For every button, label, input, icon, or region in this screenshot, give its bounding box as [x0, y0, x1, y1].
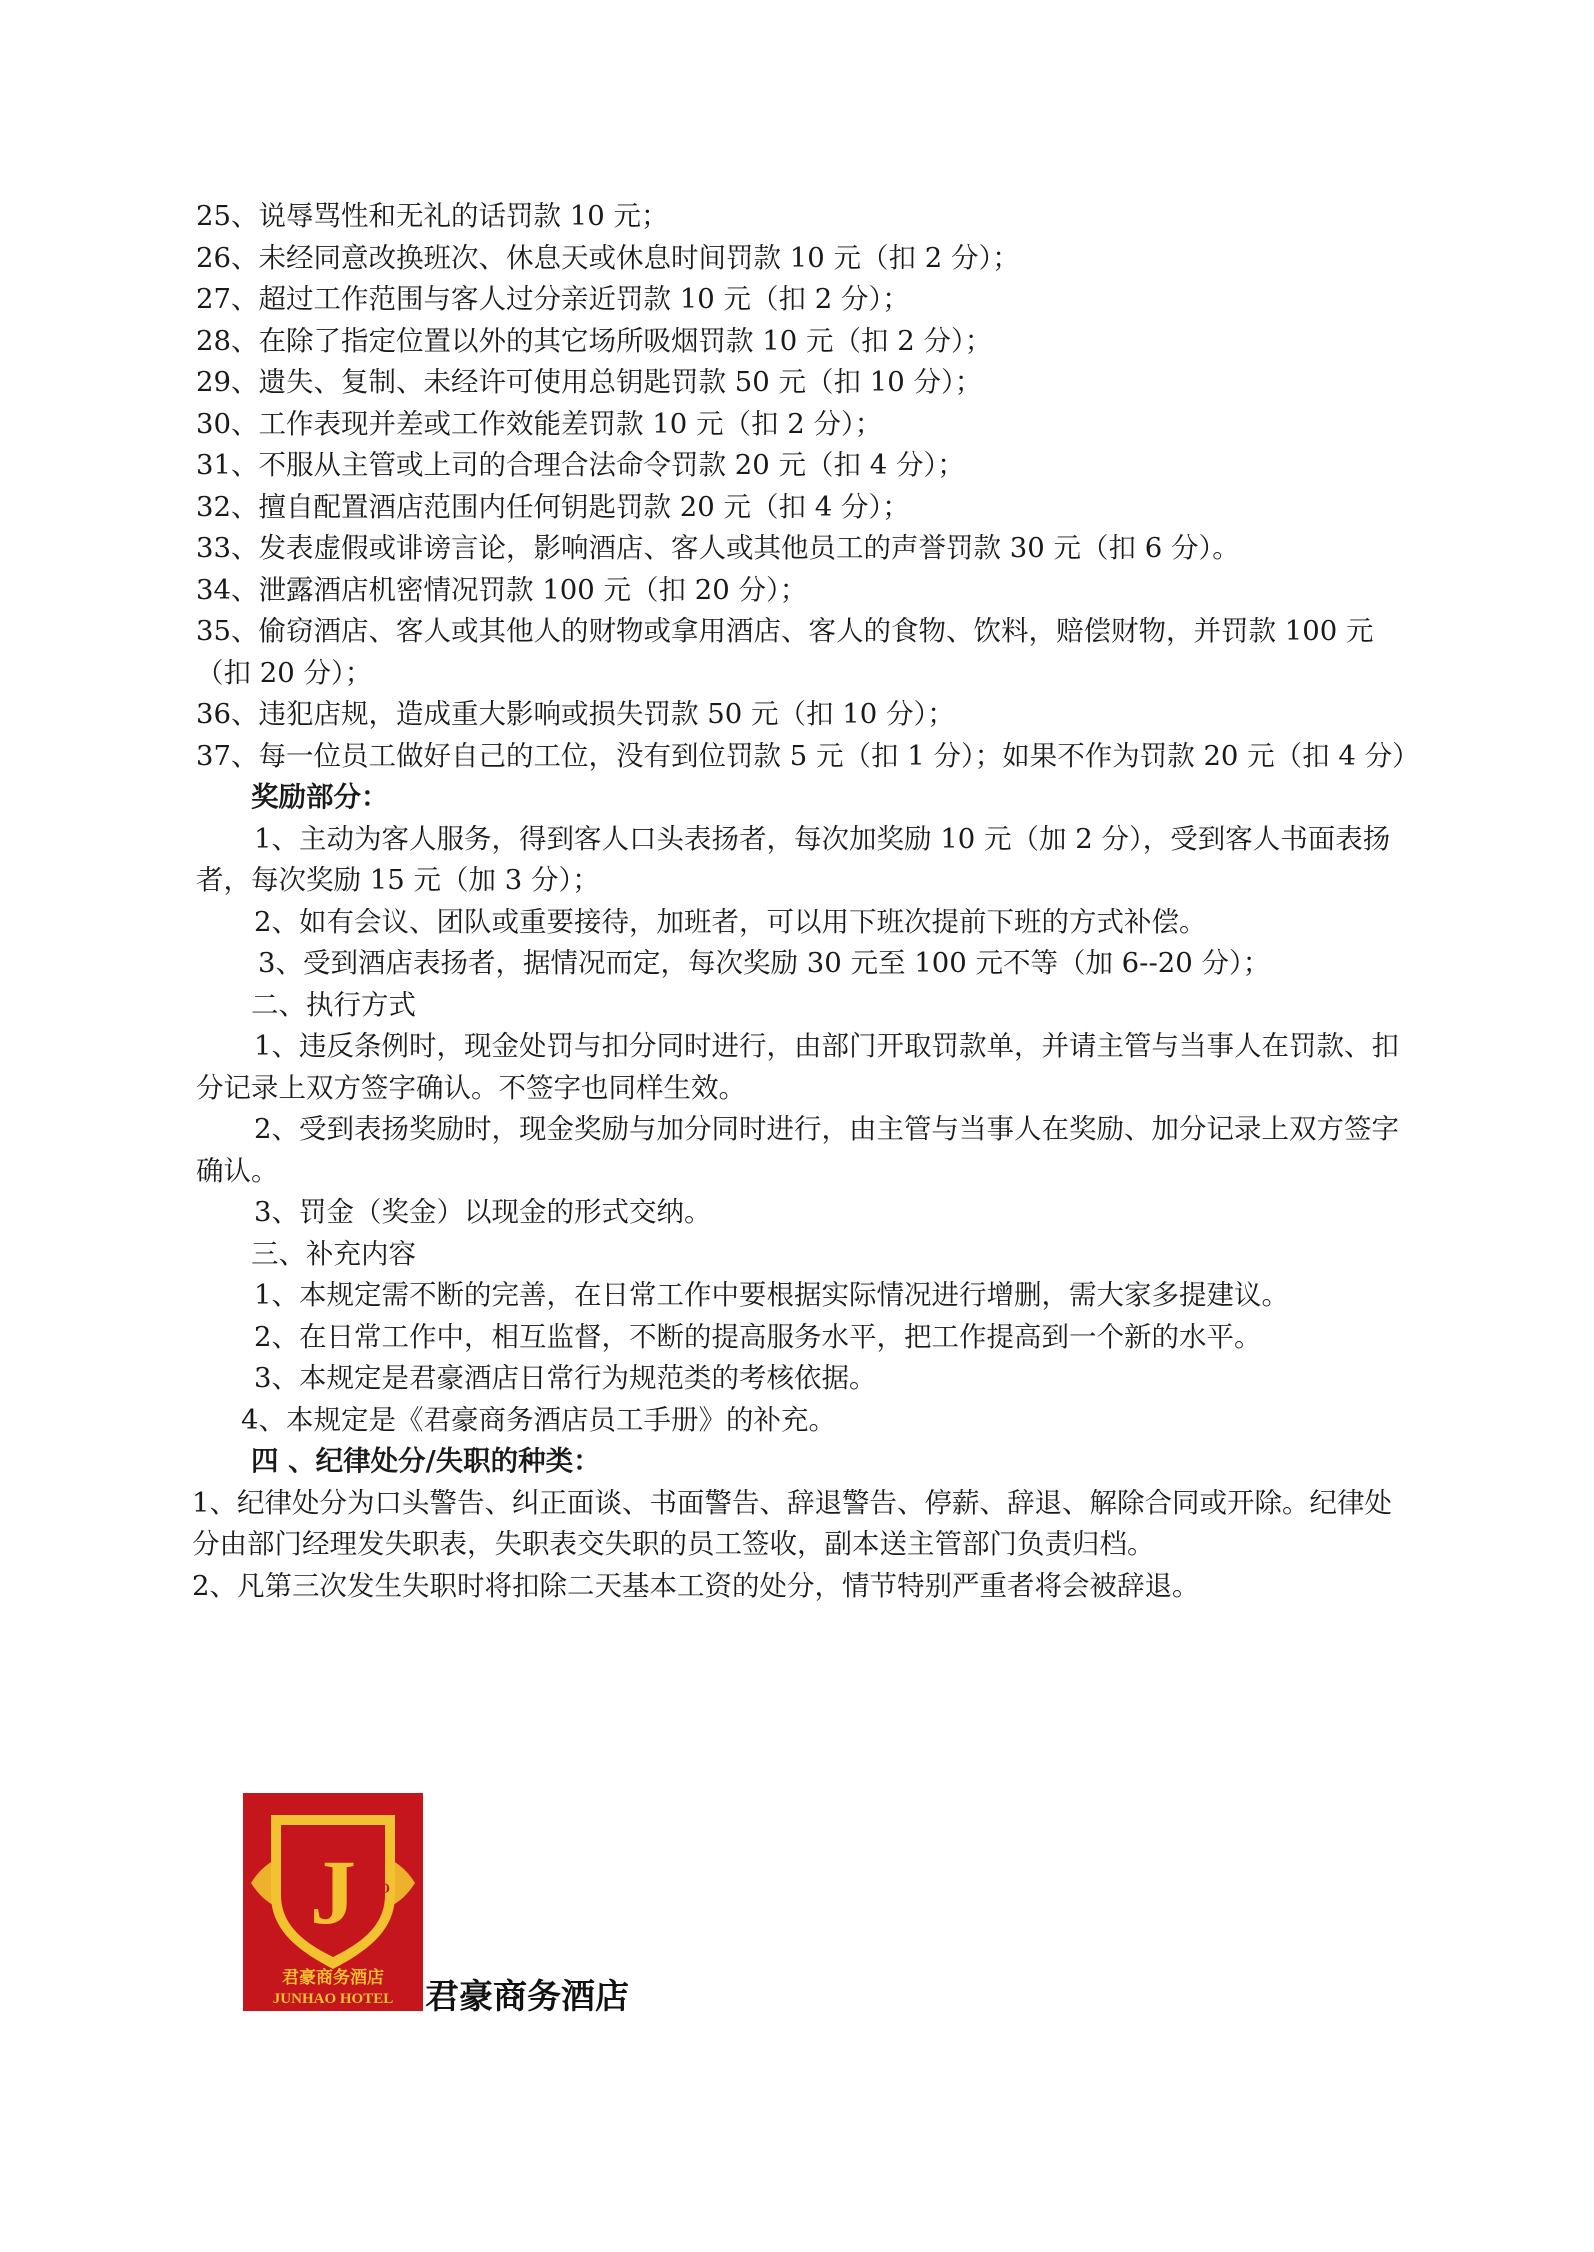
execution-heading: 二、执行方式 [251, 988, 416, 1021]
rule-25: 25、说辱骂性和无礼的话罚款 10 元； [196, 200, 669, 232]
rule-31: 31、不服从主管或上司的合理合法命令罚款 20 元（扣 4 分）； [196, 449, 965, 481]
rule-30: 30、工作表现并差或工作效能差罚款 10 元（扣 2 分）； [196, 407, 883, 440]
rule-28: 28、在除了指定位置以外的其它场所吸烟罚款 10 元（扣 2 分）； [196, 324, 993, 357]
discipline-item-2: 2、凡第三次发生失职时将扣除二天基本工资的处分，情节特别严重者将会被辞退。 [192, 1569, 1200, 1602]
execution-item-3: 3、罚金（奖金）以现金的形式交纳。 [254, 1196, 712, 1228]
execution-item-2: 2、受到表扬奖励时，现金奖励与加分同时进行，由主管与当事人在奖励、加分记录上双方签字确认。 [196, 1113, 1399, 1187]
reward-item-3: 3、受到酒店表扬者，据情况而定，每次奖励 30 元至 100 元不等（加 6--20 分）； [258, 947, 1271, 979]
supplement-item-3: 3、本规定是君豪酒店日常行为规范类的考核依据。 [254, 1362, 877, 1394]
execution-item-1: 1、违反条例时，现金处罚与扣分同时进行，由部门开取罚款单，并请主管与当事人在罚款、扣分记录上双方签字确认。不签字也同样生效。 [196, 1030, 1399, 1104]
supplement-heading: 三、补充内容 [251, 1237, 416, 1270]
rule-37: 37、每一位员工做好自己的工位，没有到位罚款 5 元（扣 1 分）；如果不作为罚款 20 元（扣 4 分） [196, 739, 1420, 772]
hotel-logo [243, 1793, 423, 2011]
svg-text:JUNHAO HOTEL: JUNHAO HOTEL [272, 1991, 394, 2007]
supplement-item-2: 2、在日常工作中，相互监督，不断的提高服务水平，把工作提高到一个新的水平。 [254, 1320, 1262, 1353]
reward-item-1: 1、主动为客人服务，得到客人口头表扬者，每次加奖励 10 元（加 2 分），受到客人书面表扬者，每次奖励 15 元（加 3 分）； [196, 822, 1391, 896]
supplement-item-1: 1、本规定需不断的完善，在日常工作中要根据实际情况进行增删，需大家多提建议。 [254, 1279, 1289, 1311]
rule-32: 32、擅自配置酒店范围内任何钥匙罚款 20 元（扣 4 分）； [196, 490, 910, 523]
shield-logo-icon [243, 1793, 423, 2011]
rule-36: 36、违犯店规，造成重大影响或损失罚款 50 元（扣 10 分）； [196, 698, 955, 730]
rewards-heading: 奖励部分： [251, 781, 389, 813]
hotel-name: 君豪商务酒店 [425, 1977, 629, 2017]
svg-text:JUN: JUN [280, 1881, 310, 1897]
svg-text:君豪商务酒店: 君豪商务酒店 [282, 1968, 384, 1988]
document-body [192, 196, 1420, 1607]
reward-item-2: 2、如有会议、团队或重要接待，加班者，可以用下班次提前下班的方式补偿。 [254, 905, 1207, 938]
svg-text:J: J [310, 1841, 356, 1943]
discipline-item-1: 1、纪律处分为口头警告、纠正面谈、书面警告、辞退警告、停薪、辞退、解除合同或开除。纪律处分由部门经理发失职表，失职表交失职的员工签收，副本送主管部门负责归档。 [192, 1486, 1392, 1560]
rule-33: 33、发表虚假或诽谤言论，影响酒店、客人或其他员工的声誉罚款 30 元（扣 6 分）。 [196, 532, 1240, 564]
discipline-heading: 四 、纪律处分/失职的种类： [251, 1445, 601, 1477]
rule-34: 34、泄露酒店机密情况罚款 100 元（扣 20 分）； [196, 573, 808, 606]
rule-26: 26、未经同意改换班次、休息天或休息时间罚款 10 元（扣 2 分）； [196, 241, 1020, 274]
rule-35: 35、偷窃酒店、客人或其他人的财物或拿用酒店、客人的食物、饮料，赔偿财物，并罚款 100 元（扣 20 分）； [196, 615, 1374, 689]
svg-text:HAO: HAO [355, 1881, 391, 1897]
supplement-item-4: 4、本规定是《君豪商务酒店员工手册》的补充。 [241, 1403, 836, 1436]
rule-27: 27、超过工作范围与客人过分亲近罚款 10 元（扣 2 分）； [196, 283, 910, 315]
rule-29: 29、遗失、复制、未经许可使用总钥匙罚款 50 元（扣 10 分）； [196, 366, 983, 398]
